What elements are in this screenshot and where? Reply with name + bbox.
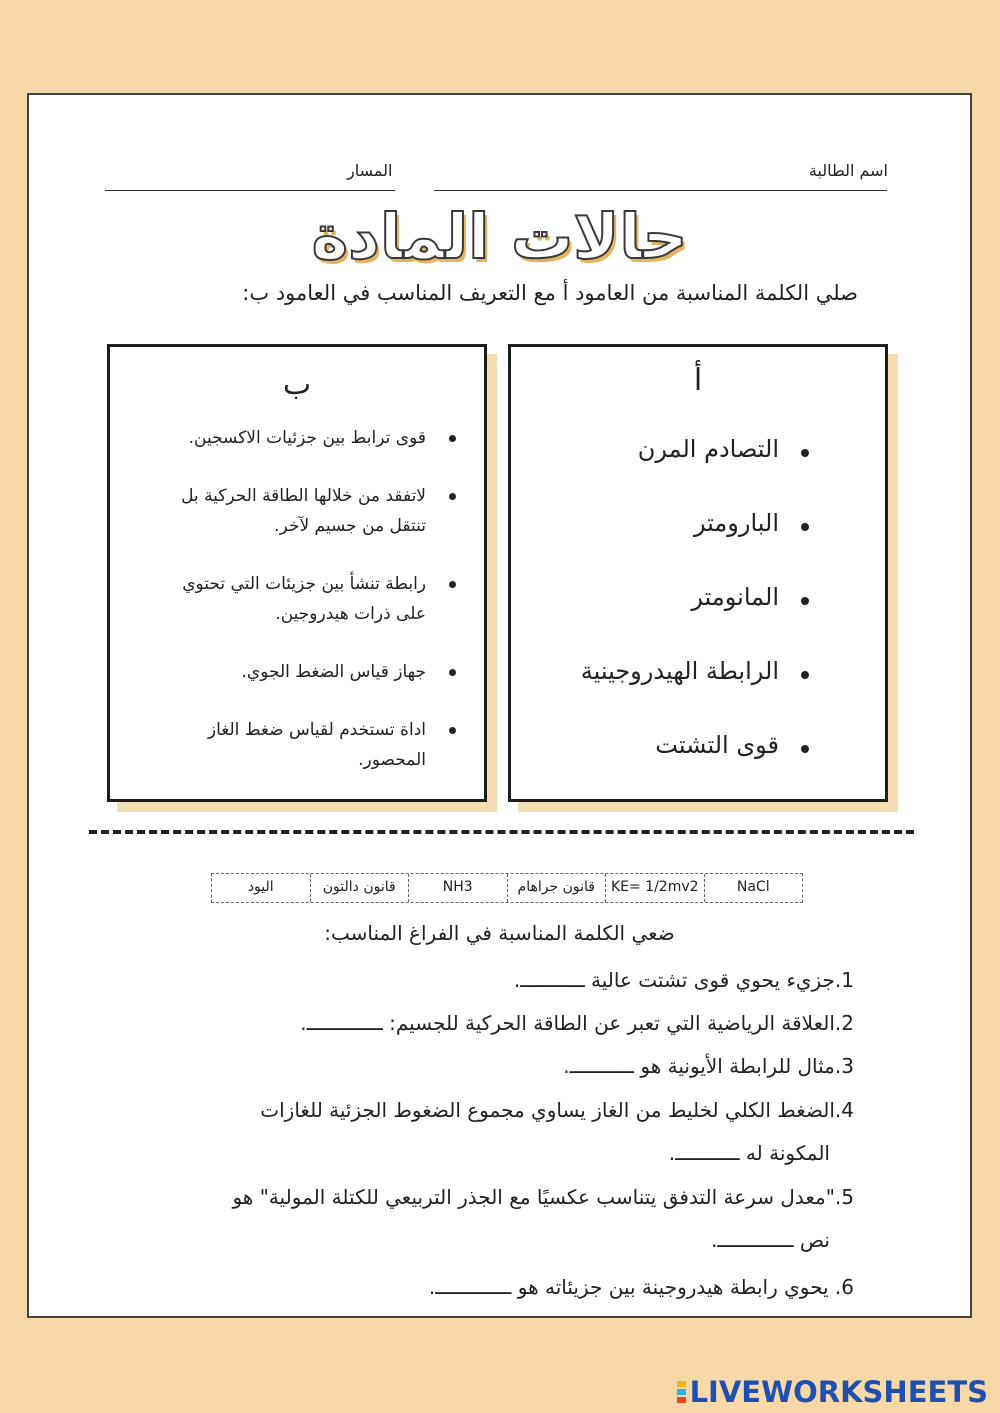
question-5[interactable]: 5."معدل سرعة التدفق يتناسب عكسيًا مع الجذر التربيعي للكتلة المولية" هو [232, 1185, 854, 1209]
track-label: المسار [347, 161, 393, 180]
section-divider [89, 830, 914, 834]
word-bank-item[interactable]: قانون دالتون [310, 874, 409, 902]
worksheet-page [27, 93, 972, 1318]
bullet-icon [449, 581, 456, 588]
student-name-label: اسم الطالبة [808, 161, 888, 180]
list-item[interactable]: قوى التشتت [581, 731, 809, 805]
bullet-icon [801, 523, 809, 531]
word-bank-item[interactable]: اليود [247, 879, 274, 895]
bullet-icon [801, 671, 809, 679]
column-b [107, 344, 487, 802]
list-item[interactable]: المانومتر [581, 583, 809, 657]
list-item[interactable]: اداة تستخدم لقياس ضغط الغاز المحصور. [136, 715, 456, 775]
column-a-list [581, 435, 809, 805]
liveworksheets-logo-text: LIVEWORKSHEETS [689, 1375, 988, 1409]
student-name-line[interactable] [434, 190, 887, 191]
matching-instruction: صلي الكلمة المناسبة من العامود أ مع التعريف المناسب في العامود ب: [242, 281, 858, 305]
word-bank [211, 873, 803, 903]
liveworksheets-logo-icon [677, 1380, 686, 1404]
column-b-list [136, 423, 456, 803]
question-6[interactable]: 6. يحوي رابطة هيدروجينة بين جزيئاته هو ـــــــــــــ. [428, 1275, 854, 1299]
list-item[interactable]: قوى ترابط بين جزئيات الاكسجين. [136, 423, 456, 453]
fill-instruction: ضعي الكلمة المناسبة في الفراغ المناسب: [324, 921, 675, 945]
column-b-heading: ب [282, 367, 312, 402]
list-item[interactable]: الرابطة الهيدروجينية [581, 657, 809, 731]
bullet-icon [801, 597, 809, 605]
bullet-icon [801, 449, 809, 457]
column-a [508, 344, 888, 802]
word-bank-item[interactable]: قانون جراهام [507, 874, 606, 902]
bullet-icon [801, 745, 809, 753]
question-5-continued[interactable]: نص ـــــــــــــ. [711, 1228, 830, 1252]
question-1[interactable]: 1.جزيء يحوي قوى تشتت عالية ـــــــــــ. [513, 968, 854, 992]
question-4-continued[interactable]: المكونة له ـــــــــــ. [668, 1141, 830, 1165]
question-4[interactable]: 4.الضغط الكلي لخليط من الغاز يساوي مجموع الضغوط الجزئية للغازات [260, 1098, 854, 1122]
word-bank-item[interactable]: NaCl [704, 874, 803, 902]
word-bank-item[interactable]: NH3 [408, 874, 507, 902]
list-item[interactable]: التصادم المرن [581, 435, 809, 509]
liveworksheets-logo[interactable] [677, 1375, 988, 1409]
bullet-icon [449, 669, 456, 676]
question-2[interactable]: 2.العلاقة الرياضية التي تعبر عن الطاقة الحركية للجسيم: ـــــــــــــ. [300, 1011, 854, 1035]
list-item[interactable]: البارومتر [581, 509, 809, 583]
column-a-heading: أ [693, 363, 703, 398]
list-item[interactable]: لاتفقد من خلالها الطاقة الحركية بل تنتقل من جسيم لآخر. [136, 481, 456, 541]
list-item[interactable]: رابطة تنشأ بين جزيئات التي تحتوي على ذرات هيدروجين. [136, 569, 456, 629]
question-3[interactable]: 3.مثال للرابطة الأيونية هو ـــــــــــ. [563, 1054, 854, 1078]
page-title: حالات المادة [311, 200, 688, 273]
bullet-icon [449, 493, 456, 500]
word-bank-item[interactable]: KE= 1/2mv2 [605, 874, 704, 902]
bullet-icon [449, 727, 456, 734]
bullet-icon [449, 435, 456, 442]
track-line[interactable] [105, 190, 395, 191]
list-item[interactable]: جهاز قياس الضغط الجوي. [136, 657, 456, 687]
